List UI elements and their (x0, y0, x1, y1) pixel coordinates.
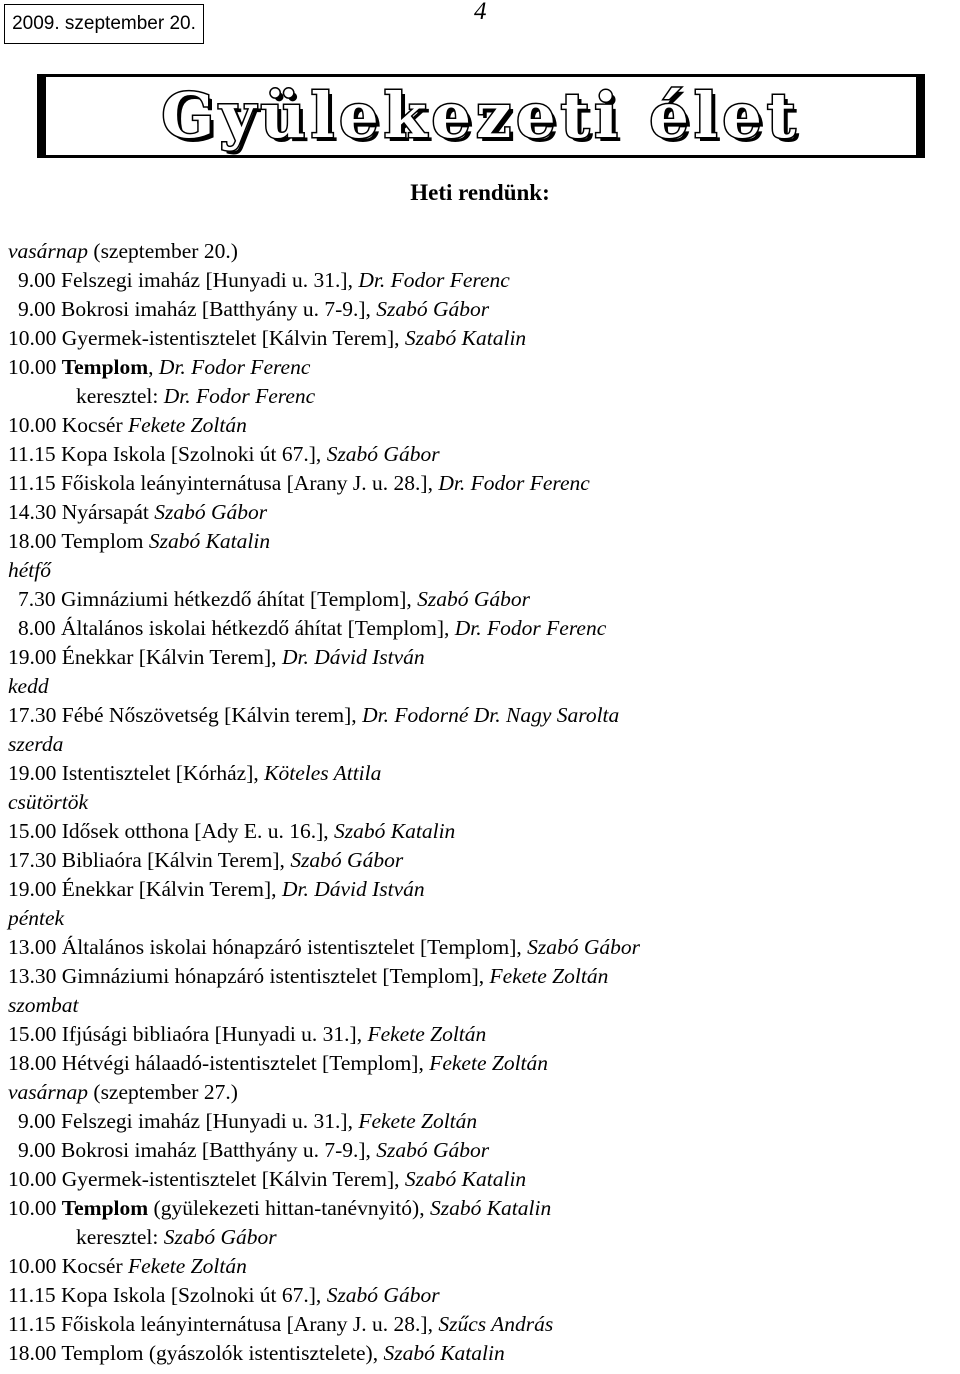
italic-text: Szabó Katalin (383, 1341, 505, 1365)
schedule-entry (8, 1281, 640, 1310)
day-heading (8, 991, 640, 1020)
schedule-entry (8, 498, 640, 527)
entry-text: 10.00 (8, 355, 62, 379)
schedule-entry (8, 846, 640, 875)
entry-text: 18.00 Templom (8, 529, 149, 553)
entry-text: 19.00 Istentisztelet [Kórház], (8, 761, 265, 785)
italic-text: Szabó Gábor (376, 297, 490, 321)
entry-text: 15.00 Ifjúsági bibliaóra [Hunyadi u. 31.], (8, 1022, 368, 1046)
entry-text: (szeptember 20.) (88, 239, 238, 263)
entry-text: 9.00 Felszegi imaház [Hunyadi u. 31.], (18, 1109, 359, 1133)
entry-text: 7.30 Gimnáziumi hétkezdő áhítat [Templom], (18, 587, 418, 611)
entry-text: (gyülekezeti hittan-tanévnyitó), (148, 1196, 430, 1220)
section-banner (37, 74, 925, 158)
italic-text: péntek (8, 906, 65, 930)
schedule-entry (8, 1165, 640, 1194)
italic-text: Szűcs András (438, 1312, 554, 1336)
entry-text: 11.15 Főiskola leányinternátusa [Arany J. u. 28.], (8, 471, 439, 495)
schedule-entry (8, 875, 640, 904)
entry-text: (szeptember 27.) (88, 1080, 238, 1104)
italic-text: Szabó Gábor (326, 1283, 440, 1307)
italic-text: Dr. Fodor Ferenc (438, 471, 590, 495)
entry-text: 17.30 Fébé Nőszövetség [Kálvin terem], (8, 703, 363, 727)
italic-text: Dr. Fodorné Dr. Nagy Sarolta (362, 703, 620, 727)
italic-text: Fekete Zoltán (128, 1254, 247, 1278)
weekly-schedule (8, 237, 640, 1368)
italic-text: Dr. Fodor Ferenc (158, 355, 311, 379)
italic-text: hétfő (8, 558, 51, 582)
schedule-entry (8, 1107, 640, 1136)
day-heading (8, 788, 640, 817)
schedule-entry (8, 353, 640, 382)
italic-text: Fekete Zoltán (358, 1109, 478, 1133)
italic-text: Dr. Fodor Ferenc (454, 616, 607, 640)
italic-text: Dr. Dávid István (281, 645, 425, 669)
schedule-entry (8, 324, 640, 353)
italic-text: szombat (8, 993, 79, 1017)
italic-text: Dr. Dávid István (281, 877, 425, 901)
italic-text: Szabó Gábor (417, 587, 531, 611)
entry-text: 10.00 Gyermek-istentisztelet [Kálvin Terem], (8, 326, 405, 350)
italic-text: Dr. Fodor Ferenc (358, 268, 510, 292)
entry-text: 9.00 Felszegi imaház [Hunyadi u. 31.], (18, 268, 359, 292)
italic-text: Fekete Zoltán (367, 1022, 487, 1046)
schedule-entry (8, 817, 640, 846)
entry-text: 19.00 Énekkar [Kálvin Terem], (8, 877, 282, 901)
schedule-entry (8, 1020, 640, 1049)
schedule-entry (8, 295, 640, 324)
italic-text: Szabó Katalin (148, 529, 271, 553)
italic-text: Szabó Katalin (404, 326, 527, 350)
schedule-entry (8, 1252, 640, 1281)
day-heading (8, 904, 640, 933)
italic-text: Szabó Katalin (404, 1167, 527, 1191)
schedule-entry (8, 614, 640, 643)
entry-text: keresztel: (76, 1225, 164, 1249)
bold-text: Templom (61, 355, 149, 379)
entry-text: 13.00 Általános iskolai hónapzáró istentisztelet [Templom], (8, 935, 528, 959)
page-number: 4 (474, 0, 487, 25)
italic-text: vasárnap (8, 239, 89, 263)
bold-text: Templom (61, 1196, 149, 1220)
schedule-entry (8, 933, 640, 962)
banner-title: Gyülekezeti élet (161, 79, 801, 152)
schedule-entry (8, 469, 640, 498)
italic-text: Dr. Fodor Ferenc (163, 384, 316, 408)
banner-bottom-rule (37, 155, 925, 158)
schedule-entry (8, 643, 640, 672)
schedule-entry (8, 962, 640, 991)
day-heading (8, 672, 640, 701)
schedule-entry (8, 440, 640, 469)
italic-text: csütörtök (8, 790, 89, 814)
schedule-entry (8, 1310, 640, 1339)
entry-text: 11.15 Főiskola leányinternátusa [Arany J. u. 28.], (8, 1312, 439, 1336)
italic-text: Szabó Gábor (527, 935, 641, 959)
entry-text: 10.00 (8, 1196, 62, 1220)
entry-text: 10.00 Kocsér (8, 1254, 129, 1278)
entry-text: 10.00 Gyermek-istentisztelet [Kálvin Terem], (8, 1167, 405, 1191)
entry-text: , (148, 355, 159, 379)
schedule-entry (8, 1049, 640, 1078)
italic-text: szerda (8, 732, 64, 756)
entry-text: 14.30 Nyársapát (8, 500, 155, 524)
day-heading (8, 730, 640, 759)
italic-text: Szabó Gábor (163, 1225, 277, 1249)
italic-text: vasárnap (8, 1080, 89, 1104)
entry-text: keresztel: (76, 384, 164, 408)
entry-text: 9.00 Bokrosi imaház [Batthyány u. 7-9.], (18, 1138, 377, 1162)
entry-text: 18.00 Templom (gyászolók istentisztelete), (8, 1341, 384, 1365)
schedule-entry (8, 1136, 640, 1165)
day-heading (8, 1078, 640, 1107)
day-heading (8, 556, 640, 585)
schedule-entry (8, 1194, 640, 1223)
schedule-entry (8, 527, 640, 556)
italic-text: Szabó Gábor (376, 1138, 490, 1162)
banner-top-rule (37, 74, 925, 77)
entry-text: 9.00 Bokrosi imaház [Batthyány u. 7-9.], (18, 297, 377, 321)
italic-text: Szabó Gábor (290, 848, 404, 872)
entry-text: 19.00 Énekkar [Kálvin Terem], (8, 645, 282, 669)
italic-text: Köteles Attila (264, 761, 382, 785)
entry-text: 15.00 Idősek otthona [Ady E. u. 16.], (8, 819, 335, 843)
italic-text: Fekete Zoltán (128, 413, 247, 437)
italic-text: Szabó Gábor (326, 442, 440, 466)
italic-text: kedd (8, 674, 49, 698)
schedule-entry (8, 1223, 640, 1252)
italic-text: Szabó Gábor (154, 500, 268, 524)
schedule-entry (8, 411, 640, 440)
entry-text: 13.30 Gimnáziumi hónapzáró istentisztelet [Templom], (8, 964, 490, 988)
entry-text: 11.15 Kopa Iskola [Szolnoki út 67.], (8, 1283, 327, 1307)
schedule-entry (8, 266, 640, 295)
entry-text: 10.00 Kocsér (8, 413, 129, 437)
italic-text: Fekete Zoltán (429, 1051, 549, 1075)
entry-text: 11.15 Kopa Iskola [Szolnoki út 67.], (8, 442, 327, 466)
date-box (4, 4, 204, 44)
issue-date: 2009. szeptember 20. (12, 13, 196, 34)
entry-text: 8.00 Általános iskolai hétkezdő áhítat [Templom], (18, 616, 455, 640)
schedule-entry (8, 585, 640, 614)
entry-text: 17.30 Bibliaóra [Kálvin Terem], (8, 848, 291, 872)
schedule-heading-text: Heti rendünk: (410, 180, 550, 205)
italic-text: Fekete Zoltán (489, 964, 609, 988)
schedule-entry (8, 1339, 640, 1368)
schedule-entry (8, 382, 640, 411)
schedule-entry (8, 701, 640, 730)
entry-text: 18.00 Hétvégi hálaadó-istentisztelet [Templom], (8, 1051, 430, 1075)
schedule-heading (0, 180, 960, 206)
italic-text: Szabó Katalin (429, 1196, 552, 1220)
day-heading (8, 237, 640, 266)
schedule-entry (8, 759, 640, 788)
italic-text: Szabó Katalin (334, 819, 456, 843)
